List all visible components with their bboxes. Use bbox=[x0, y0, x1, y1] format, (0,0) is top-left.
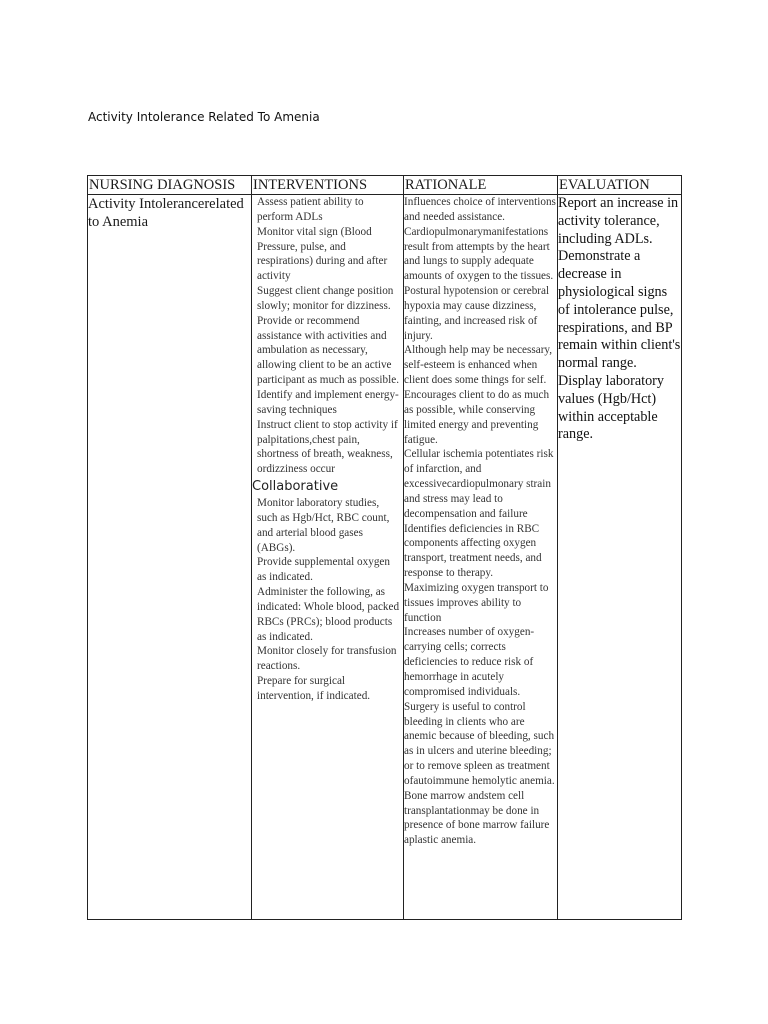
rationale-item: Influences choice of interventions and needed assistance. bbox=[404, 196, 556, 223]
intervention-item: Instruct client to stop activity if palpitations,chest pain, shortness of breath, weakness, ordizziness occur bbox=[257, 418, 398, 476]
header-interventions: INTERVENTIONS bbox=[252, 176, 404, 195]
intervention-item: Monitor vital sign (Blood Pressure, pulse, and respirations) during and after activity bbox=[257, 225, 388, 283]
collaborative-item: Administer the following, as indicated: Whole blood, packed RBCs (PRCs); blood products as indicated. bbox=[257, 586, 400, 643]
intervention-item: Assess patient ability to perform ADLs bbox=[257, 196, 364, 223]
collaborative-item: Monitor closely for transfusion reactions. bbox=[257, 645, 397, 673]
header-evaluation: EVALUATION bbox=[558, 176, 682, 195]
intervention-item: Provide or recommend assistance with activities and ambulation as necessary, allowing client to be an active participant as much as possible. bbox=[257, 314, 399, 387]
rationale-item: Postural hypotension or cerebral hypoxia may cause dizziness, fainting, and increased risk of injury. bbox=[404, 285, 550, 342]
header-rationale: RATIONALE bbox=[404, 176, 558, 195]
rationale-item: Encourages client to do as much as possible, while conserving limited energy and preventing fatigue. bbox=[404, 388, 550, 446]
document-title: Activity Intolerance Related To Amenia bbox=[88, 110, 320, 124]
rationale-item: Cellular ischemia potentiates risk of infarction, and excessivecardiopulmonary strain and stress may lead to decompensation and failure bbox=[404, 448, 554, 520]
collaborative-item: Monitor laboratory studies, such as Hgb/Hct, RBC count, and arterial blood gases (ABGs). bbox=[257, 497, 390, 554]
rationale-item: Cardiopulmonarymanifestations result from attempts by the heart and lungs to supply adequate amounts of oxygen to the tissues. bbox=[404, 225, 554, 283]
rationale-item: Although help may be necessary, self-esteem is enhanced when client does some things for self. bbox=[404, 344, 553, 387]
rationale-cell bbox=[404, 195, 558, 920]
rationale-item: Identifies deficiencies in RBC components affecting oxygen transport, treatment needs, and response to therapy. bbox=[404, 522, 542, 580]
header-nursing-diagnosis: NURSING DIAGNOSIS bbox=[88, 176, 252, 195]
intervention-item: Suggest client change position slowly; monitor for dizziness. bbox=[257, 285, 394, 312]
evaluation-cell: Report an increase in activity tolerance, including ADLs. Demonstrate a decrease in physiological signs of intolerance pulse, respirations, and BP remain within client's normal range. Display laboratory values (Hgb/Hct) within acceptable range. bbox=[558, 195, 682, 920]
rationale-item: Surgery is useful to control bleeding in clients who are anemic because of bleeding, such as in ulcers and uterine bleeding; or to remove spleen as treatment ofautoimmune hemolytic anemia. Bone marrow andstem cell transplantationmay be done in presence of bone marrow failure aplastic anemia. bbox=[404, 700, 555, 847]
interventions-cell bbox=[252, 195, 404, 920]
rationale-item: Maximizing oxygen transport to tissues improves ability to function bbox=[404, 581, 549, 624]
intervention-item: Identify and implement energy-saving techniques bbox=[257, 388, 399, 416]
rationale-item: Increases number of oxygen-carrying cells; corrects deficiencies to reduce risk of hemorrhage in acutely compromised individuals. bbox=[404, 626, 535, 698]
diagnosis-cell: Activity Intolerancerelated to Anemia bbox=[88, 195, 252, 920]
collaborative-heading: Collaborative bbox=[252, 479, 339, 495]
nursing-care-plan-table bbox=[87, 175, 682, 920]
care-plan-row bbox=[88, 195, 682, 920]
header-row bbox=[88, 176, 682, 195]
collaborative-item: Prepare for surgical intervention, if indicated. bbox=[257, 675, 371, 702]
collaborative-item: Provide supplemental oxygen as indicated. bbox=[257, 556, 390, 584]
